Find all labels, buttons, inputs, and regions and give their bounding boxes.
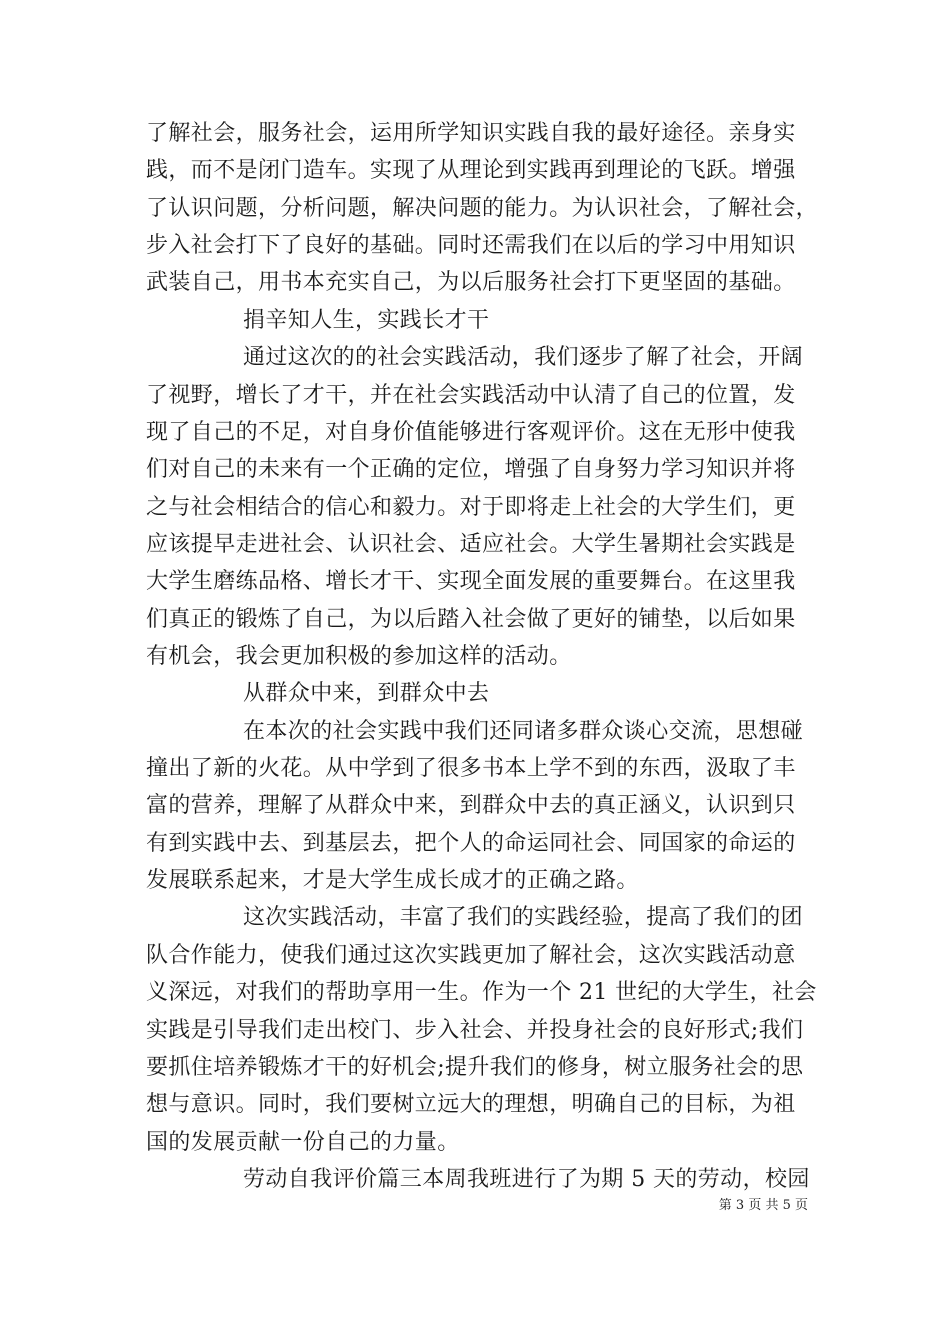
page-footer: 第 3 页 共 5 页 <box>718 1198 808 1213</box>
section-heading: 从群众中来，到群众中去 <box>243 681 490 706</box>
text-line: 了认识问题，分析问题，解决问题的能力。为认识社会，了解社会， <box>146 196 819 221</box>
text-line: 实践是引导我们走出校门、步入社会、并投身社会的良好形式;我们 <box>146 1018 804 1043</box>
text-line: 了视野，增长了才干，并在社会实践活动中认清了自己的位置，发 <box>146 383 796 408</box>
text-line: 要抓住培养锻炼才干的好机会;提升我们的修身，树立服务社会的思 <box>146 1055 804 1080</box>
text-line: 富的营养，理解了从群众中来，到群众中去的真正涵义，认识到只 <box>146 793 796 818</box>
text-line: 武装自己，用书本充实自己，为以后服务社会打下更坚固的基础。 <box>146 270 796 295</box>
text-line: 队合作能力，使我们通过这次实践更加了解社会，这次实践活动意 <box>146 943 796 968</box>
text-line: 有到实践中去、到基层去，把个人的命运同社会、同国家的命运的 <box>146 831 796 856</box>
text-line: 有机会，我会更加积极的参加这样的活动。 <box>146 644 572 669</box>
text-line: 应该提早走进社会、认识社会、适应社会。大学生暑期社会实践是 <box>146 532 796 557</box>
text-line: 们对自己的未来有一个正确的定位，增强了自身努力学习知识并将 <box>146 457 796 482</box>
text-line: 之与社会相结合的信心和毅力。对于即将走上社会的大学生们，更 <box>146 495 796 520</box>
text-line: 通过这次的的社会实践活动，我们逐步了解了社会，开阔 <box>243 345 804 370</box>
text-line: 撞出了新的火花。从中学到了很多书本上学不到的东西，汲取了丰 <box>146 756 796 781</box>
text-line: 在本次的社会实践中我们还同诸多群众谈心交流，思想碰 <box>243 719 804 744</box>
text-line: 步入社会打下了良好的基础。同时还需我们在以后的学习中用知识 <box>146 233 796 258</box>
text-line: 劳动自我评价篇三本周我班进行了为期 5 天的劳动，校园 <box>243 1167 810 1192</box>
text-line: 义深远，对我们的帮助享用一生。作为一个 21 世纪的大学生，社会 <box>146 980 817 1005</box>
text-line: 们真正的锻炼了自己，为以后踏入社会做了更好的铺垫，以后如果 <box>146 607 796 632</box>
text-line: 现了自己的不足，对自身价值能够进行客观评价。这在无形中使我 <box>146 420 796 445</box>
text-line: 想与意识。同时，我们要树立远大的理想，明确自己的目标，为祖 <box>146 1092 796 1117</box>
text-line: 践，而不是闭门造车。实现了从理论到实践再到理论的飞跃。增强 <box>146 158 796 183</box>
text-line: 了解社会，服务社会，运用所学知识实践自我的最好途径。亲身实 <box>146 121 796 146</box>
text-line: 这次实践活动，丰富了我们的实践经验，提高了我们的团 <box>243 905 804 930</box>
text-line: 发展联系起来，才是大学生成长成才的正确之路。 <box>146 868 639 893</box>
text-line: 国的发展贡献一份自己的力量。 <box>146 1130 460 1155</box>
text-line: 大学生磨练品格、增长才干、实现全面发展的重要舞台。在这里我 <box>146 569 796 594</box>
section-heading: 捐辛知人生，实践长才干 <box>243 308 490 333</box>
